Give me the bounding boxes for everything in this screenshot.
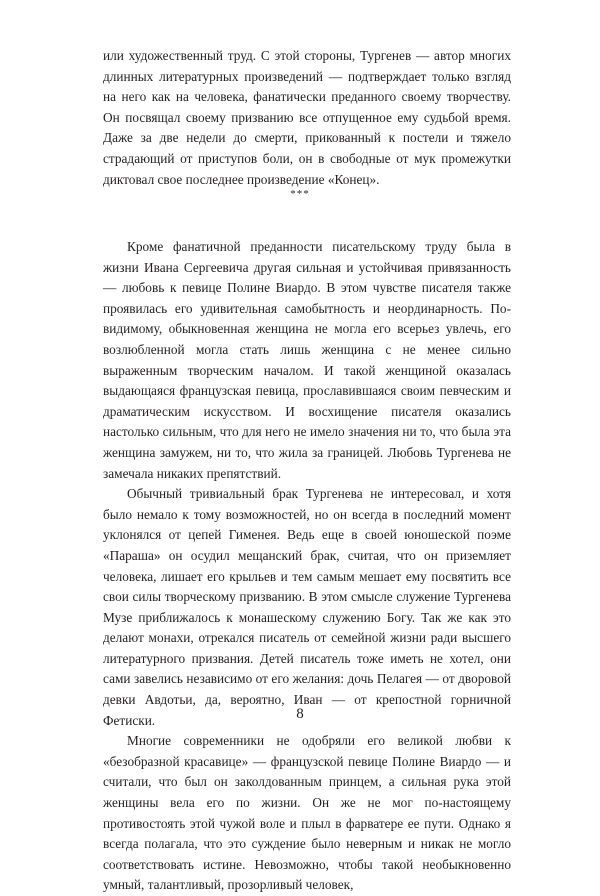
- text-block-bottom: [103, 237, 511, 896]
- paragraph: Обычный тривиальный брак Тургенева не интересовал, и хотя было немало к тому возможностей, но он всегда в последний момент уклонялся от цепей Гименея. Ведь еще в своей юношеской поэме «Параша» он осудил мещанский брак, считая, что он приземляет человека, лишает его крыльев и тем самым мешает ему посвятить все свои силы творческому призванию. В этом смысле служение Тургенева Музе приближалось к монашескому служению Богу. Так же как это делают монахи, отрекался писатель от семейной жизни ради высшего литературного призвания. Детей писатель тоже иметь не хотел, они сами завелись независимо от его желания: дочь Пелагея — от дворовой девки Авдотьи, да, вероятно, Иван — от крепостной горничной Фетиски.: [103, 486, 511, 728]
- paragraph: Многие современники не одобряли его великой любви к «безобразной красавице» — французской певице Полине Виардо — и считали, что был он заколдованным принцем, а сильная рука этой женщины вела его по жизни. Он же не мог по-настоящему противостоять этой чужой воле и плыл в фарватере ее пути. Однако я всегда полагала, что это суждение было неверным и никак не могло соответствовать истине. Невозможно, чтобы такой необыкновенно умный, талантливый, прозорливый человек,: [103, 733, 511, 893]
- section-separator: ***: [290, 188, 310, 200]
- paragraph: Кроме фанатичной преданности писательскому труду была в жизни Ивана Сергеевича другая сильная и устойчивая привязанность — любовь к певице Полине Виардо. В этом чувстве писателя также проявилась его удивительная самобытность и неординарность. По-видимому, обыкновенная женщина не могла его всерьез увлечь, его возлюбленной могла стать лишь женщина с не менее сильно выраженным творческим началом. И такой женщиной оказалась выдающаяся французская певица, прославившаяся своим певческим и драматическим искусством. И восхищение писателя оказались настолько сильным, что для него не имело значения ни то, что была эта женщина замужем, ни то, что жила за границей. Любовь Тургенева не замечала никаких препятствий.: [103, 239, 511, 481]
- paragraph-continued: или художественный труд. С этой стороны, Тургенев — автор многих длинных литературных произведений — подтверждает только взгляд на него как на человека, фанатически преданного своему творчеству. Он посвящал своему призванию все отпущенное ему судьбой время. Даже за две недели до смерти, прикованный к постели и тяжело страдающий от приступов боли, он в свободные от мук промежутки диктовал свое последнее произведение «Конец».: [103, 48, 511, 187]
- page-number: 8: [296, 706, 304, 722]
- text-block-top: [103, 46, 511, 190]
